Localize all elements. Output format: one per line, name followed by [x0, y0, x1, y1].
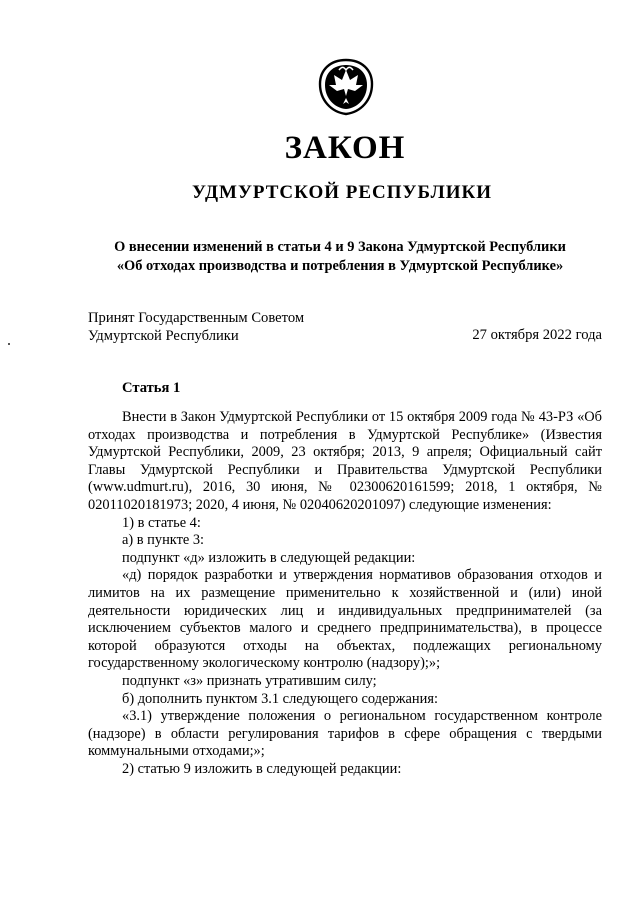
- article-body: [88, 409, 602, 778]
- article-paragraph: подпункт «д» изложить в следующей редакции:: [122, 549, 416, 566]
- document-title: ЗАКОН: [284, 130, 406, 166]
- article-paragraph: а) в пункте 3:: [122, 532, 205, 549]
- article-paragraph: Внести в Закон Удмуртской Республики от 15 октября 2009 года № 43-РЗ «Об отходах производства и потребления в Удмуртской Республике» (Известия Удмуртской Республики, 2009, 23 октября; 2013, 9 апреля; Официальный сайт Главы Удмуртской Республики и Правительства Удмуртской Республики (www.udmurt.ru), 2016, 30 июня, № 02300620161599; 2018, 1 октября, № 02011020181973; 2020, 4 июня, № 02040620201097) следующие изменения:: [88, 409, 602, 513]
- article-paragraph: подпункт «з» признать утратившим силу;: [122, 672, 377, 689]
- udmurt-coat-of-arms-icon: [317, 58, 375, 116]
- law-heading-line-1: О внесении изменений в статьи 4 и 9 Закона Удмуртской Республики: [114, 239, 566, 255]
- document-subtitle: УДМУРТСКОЙ РЕСПУБЛИКИ: [191, 182, 493, 203]
- article-heading: Статья 1: [122, 380, 181, 396]
- article-paragraph: «3.1) утверждение положения о региональном государственном контроле (надзоре) в области регулирования тарифов в сфере обращения с твердыми коммунальными отходами;»;: [88, 708, 602, 760]
- adopted-by-line-1: Принят Государственным Советом: [88, 310, 305, 326]
- adopted-by-line-2: Удмуртской Республики: [88, 328, 239, 344]
- article-paragraph: б) дополнить пунктом 3.1 следующего содержания:: [122, 690, 438, 707]
- law-heading-line-2: «Об отходах производства и потребления в Удмуртской Республике»: [116, 258, 564, 274]
- article-paragraph: 2) статью 9 изложить в следующей редакции:: [122, 760, 402, 777]
- article-paragraph: 1) в статье 4:: [122, 514, 201, 531]
- law-heading: [60, 238, 620, 276]
- article-paragraph: «д) порядок разработки и утверждения нормативов образования отходов и лимитов на их размещение применительно к хозяйственной и (или) иной деятельности юридических лиц и индивидуальных предпринимателей (за исключением субъектов малого и среднего предпринимательства), в процессе которой образуются отходы на объектах, подлежащих региональному государственному экологическому контролю (надзору);»;: [88, 567, 602, 672]
- adopted-by: [88, 309, 304, 345]
- scan-mark: [8, 343, 10, 345]
- adoption-date: 27 октября 2022 года: [472, 327, 602, 343]
